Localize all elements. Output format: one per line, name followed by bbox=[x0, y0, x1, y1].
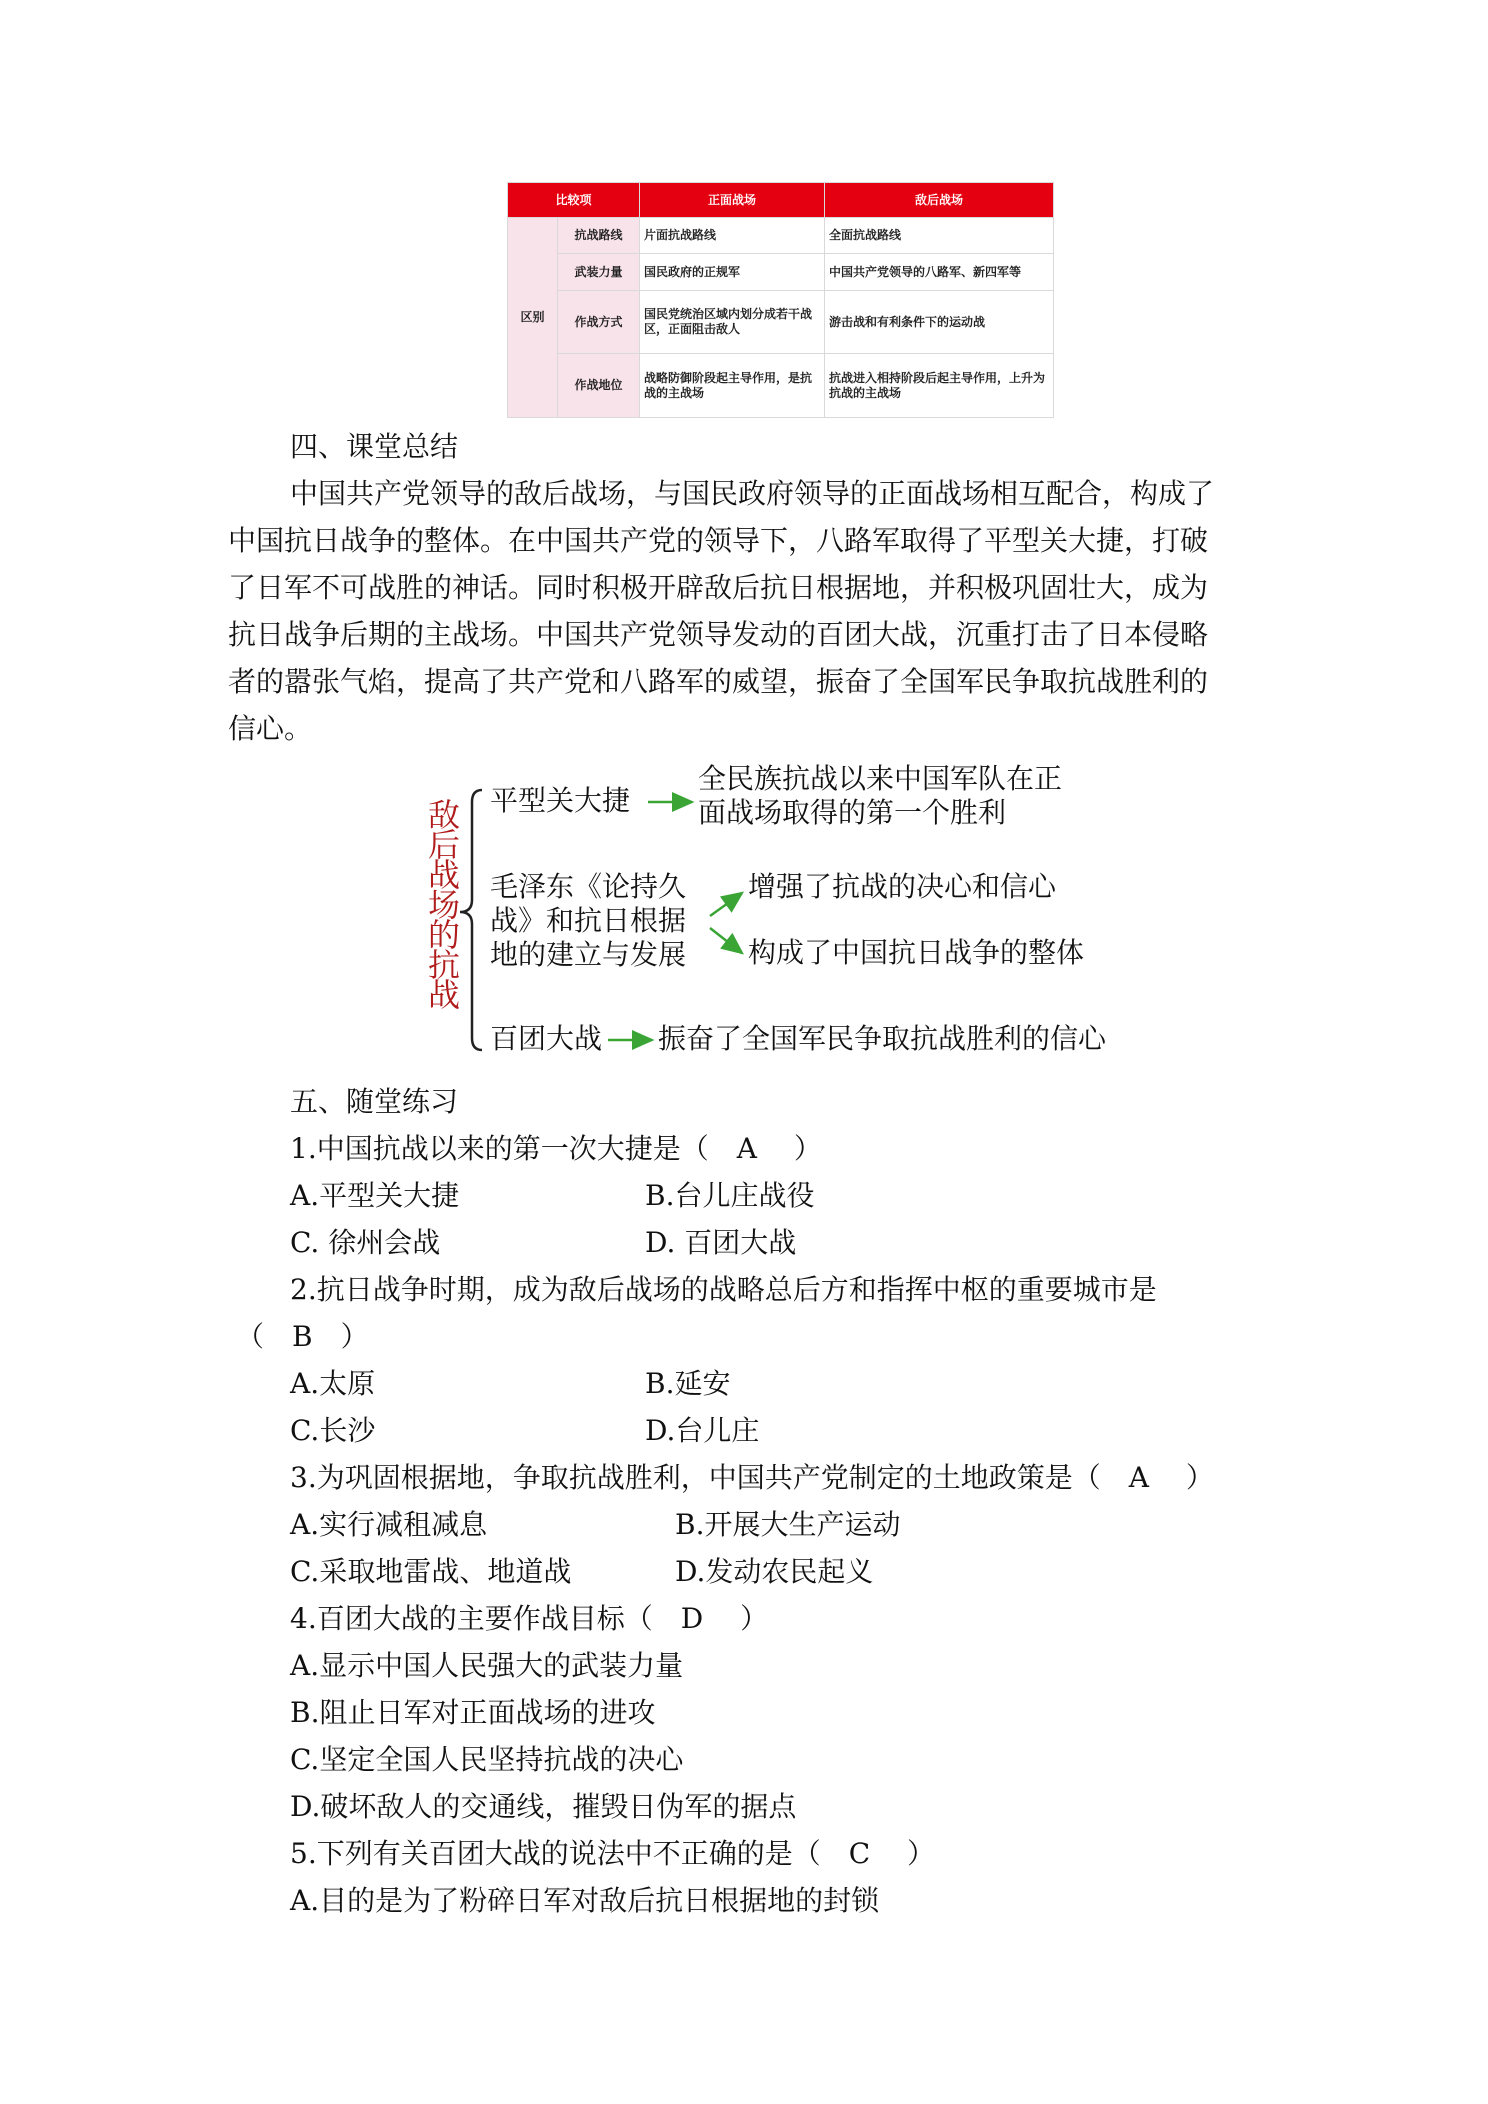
header-compare-item: 比较项 bbox=[508, 183, 640, 218]
row-rear-value: 全面抗战路线 bbox=[825, 218, 1054, 254]
mind-map bbox=[420, 750, 1140, 1070]
question-stem: 1.中国抗战以来的第一次大捷是（ A ） bbox=[290, 1132, 822, 1165]
question-stem: 3.为巩固根据地，争取抗战胜利，中国共产党制定的土地政策是（ A ） bbox=[290, 1461, 1214, 1494]
row-front-value: 国民政府的正规军 bbox=[640, 254, 825, 290]
row-item: 武装力量 bbox=[558, 254, 640, 290]
option: A.目的是为了粉碎日军对敌后抗日根据地的封锁 bbox=[290, 1884, 880, 1917]
practice-heading: 五、随堂练习 bbox=[290, 1085, 459, 1118]
branch3-result: 振奋了全国军民争取抗战胜利的信心 bbox=[658, 1022, 1107, 1055]
branch2-label: 地的建立与发展 bbox=[490, 938, 687, 971]
table-row bbox=[508, 254, 1054, 290]
option: B.延安 bbox=[645, 1367, 731, 1400]
header-rear-battlefield: 敌后战场 bbox=[825, 183, 1054, 218]
row-rear-value: 抗战进入相持阶段后起主导作用，上升为抗战的主战场 bbox=[825, 354, 1054, 418]
summary-line: 中国抗日战争的整体。在中国共产党的领导下，八路军取得了平型关大捷，打破 bbox=[228, 524, 1209, 557]
branch3-label: 百团大战 bbox=[490, 1022, 603, 1055]
table-row bbox=[508, 218, 1054, 254]
branch2-label: 战》和抗日根据 bbox=[490, 904, 687, 937]
group-label: 区别 bbox=[508, 218, 558, 418]
summary-line: 信心。 bbox=[228, 712, 313, 745]
option: B.阻止日军对正面战场的进攻 bbox=[290, 1696, 656, 1729]
row-front-value: 战略防御阶段起主导作用，是抗战的主战场 bbox=[640, 354, 825, 418]
arrow-branch2-a bbox=[710, 893, 742, 916]
branch2-result-a: 增强了抗战的决心和信心 bbox=[748, 870, 1057, 903]
summary-line: 了日军不可战胜的神话。同时积极开辟敌后抗日根据地，并积极巩固壮大，成为 bbox=[228, 571, 1209, 604]
row-item: 作战方式 bbox=[558, 290, 640, 354]
row-item: 抗战路线 bbox=[558, 218, 640, 254]
option: B.开展大生产运动 bbox=[675, 1508, 901, 1541]
option: C. 徐州会战 bbox=[290, 1226, 441, 1259]
option: A.显示中国人民强大的武装力量 bbox=[290, 1649, 684, 1682]
table-row bbox=[508, 354, 1054, 418]
question-stem: 4.百团大战的主要作战目标（ D ） bbox=[290, 1602, 769, 1635]
branch2-label: 毛泽东《论持久 bbox=[490, 870, 687, 903]
branch1-label: 平型关大捷 bbox=[490, 784, 631, 817]
row-front-value: 片面抗战路线 bbox=[640, 218, 825, 254]
table-row bbox=[508, 290, 1054, 354]
row-rear-value: 中国共产党领导的八路军、新四军等 bbox=[825, 254, 1054, 290]
option: D.破坏敌人的交通线，摧毁日伪军的据点 bbox=[290, 1790, 797, 1823]
option: D. 百团大战 bbox=[645, 1226, 797, 1259]
option: D.台儿庄 bbox=[645, 1414, 760, 1447]
branch2-result-b: 构成了中国抗日战争的整体 bbox=[748, 936, 1085, 969]
mind-map-title: 敌后战场的抗战 bbox=[428, 796, 461, 1014]
branch1-result: 面战场取得的第一个胜利 bbox=[698, 796, 1007, 829]
option: B.台儿庄战役 bbox=[645, 1179, 815, 1212]
summary-line: 抗日战争后期的主战场。中国共产党领导发动的百团大战，沉重打击了日本侵略 bbox=[228, 618, 1209, 651]
table-header-row bbox=[508, 183, 1054, 218]
option: A.太原 bbox=[290, 1367, 376, 1400]
summary-heading: 四、课堂总结 bbox=[290, 430, 459, 463]
option: A.实行减租减息 bbox=[290, 1508, 488, 1541]
row-rear-value: 游击战和有利条件下的运动战 bbox=[825, 290, 1054, 354]
header-front-battlefield: 正面战场 bbox=[640, 183, 825, 218]
row-front-value: 国民党统治区域内划分成若干战区，正面阻击敌人 bbox=[640, 290, 825, 354]
branch1-result: 全民族抗战以来中国军队在正 bbox=[698, 762, 1063, 795]
option: C.长沙 bbox=[290, 1414, 376, 1447]
question-stem: 5.下列有关百团大战的说法中不正确的是（ C ） bbox=[290, 1837, 936, 1870]
option: C.采取地雷战、地道战 bbox=[290, 1555, 572, 1588]
summary-line: 者的嚣张气焰，提高了共产党和八路军的威望，振奋了全国军民争取抗战胜利的 bbox=[228, 665, 1209, 698]
arrow-branch2-b bbox=[710, 928, 742, 953]
option: C.坚定全国人民坚持抗战的决心 bbox=[290, 1743, 684, 1776]
option: D.发动农民起义 bbox=[675, 1555, 874, 1588]
summary-line: 中国共产党领导的敌后战场，与国民政府领导的正面战场相互配合，构成了 bbox=[290, 477, 1215, 510]
option: A.平型关大捷 bbox=[290, 1179, 460, 1212]
question-stem-cont: （ B ） bbox=[236, 1320, 369, 1353]
comparison-table bbox=[507, 182, 1054, 418]
question-stem: 2.抗日战争时期，成为敌后战场的战略总后方和指挥中枢的重要城市是 bbox=[290, 1273, 1157, 1306]
row-item: 作战地位 bbox=[558, 354, 640, 418]
